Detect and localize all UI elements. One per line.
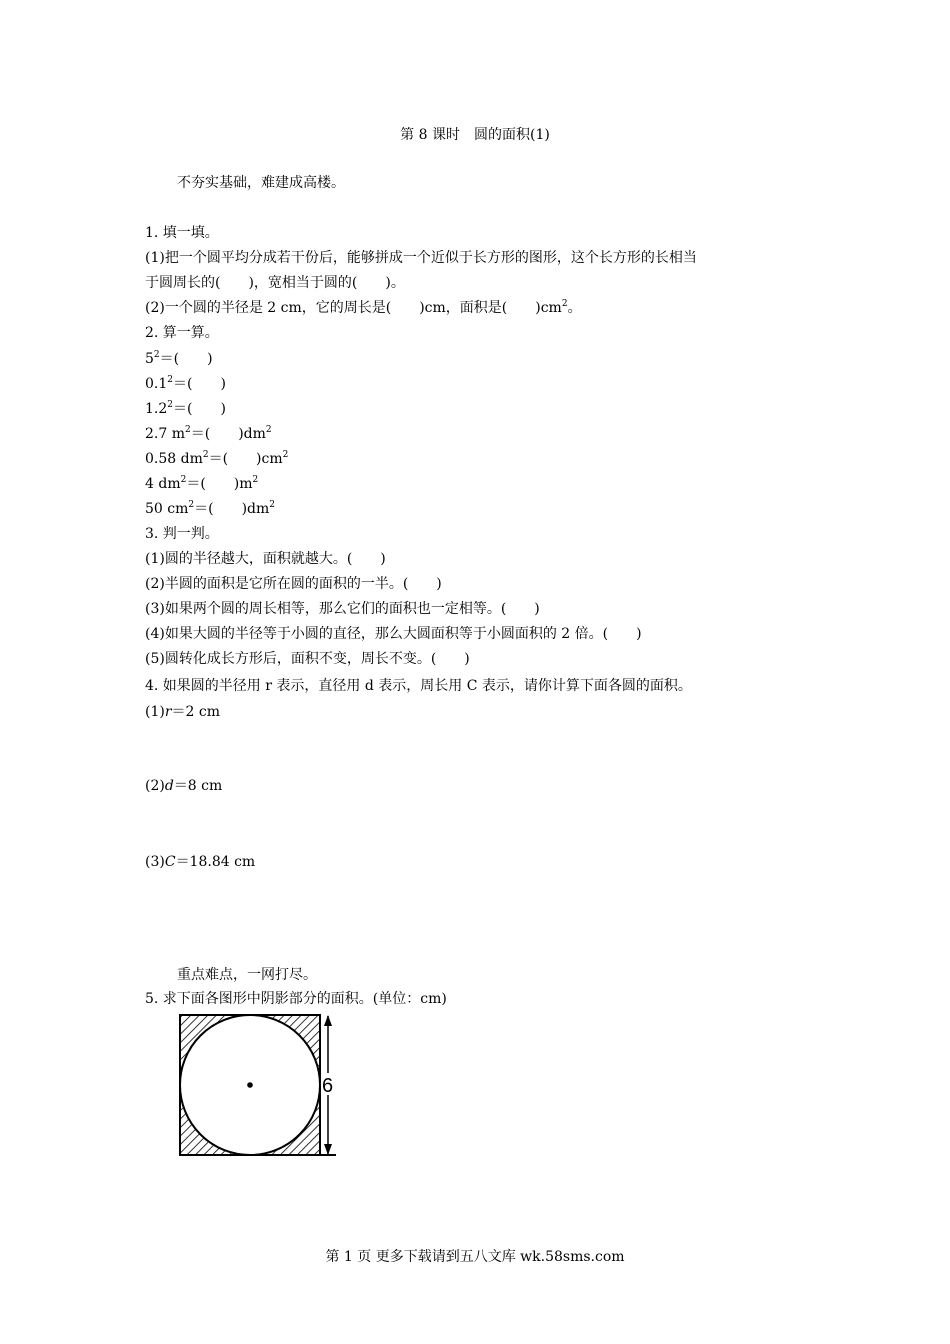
q3-item: (4)如果大圆的半径等于小圆的直径，那么大圆面积等于小圆面积的 2 倍。( ) — [145, 626, 642, 642]
q2-item: 2.7 $m^2=$( )$dm^2$ — [145, 425, 272, 442]
q2-item: 50 $cm^2=$( )$dm^2$ — [145, 500, 276, 517]
shaded-square-figure — [170, 1010, 350, 1164]
motto-basics: 不夯实基础，难建成高楼。 — [177, 175, 345, 191]
dimension-arrow-bottom — [324, 1144, 332, 1155]
q2-heading: 2. 算一算。 — [145, 325, 219, 341]
q3-item: (1)圆的半径越大，面积就越大。( ) — [145, 551, 386, 567]
q4-item: (1)r＝2 cm — [145, 704, 221, 720]
circle-center-dot — [247, 1082, 253, 1088]
lesson-title: 第 8 课时 圆的面积(1) — [400, 127, 550, 143]
q2-item: 0.58 $dm^2=$( )$cm^2$ — [145, 450, 289, 467]
dimension-label: 6 — [322, 1075, 334, 1097]
q3-item: (3)如果两个圆的周长相等，那么它们的面积也一定相等。( ) — [145, 601, 540, 617]
q4-item: (3)C＝18.84 cm — [145, 854, 256, 870]
q2-item: $0.1^2=$( ) — [145, 375, 226, 392]
dimension-arrow-top — [324, 1015, 332, 1026]
q2-item: 4 $dm^2=$( )$m^2$ — [145, 475, 259, 492]
q4-item: (2)d＝8 cm — [145, 778, 223, 794]
q4-heading: 4. 如果圆的半径用 r 表示，直径用 d 表示，周长用 C 表示，请你计算下面各圆的面积。 — [145, 678, 692, 694]
q1-part1-line1: (1)把一个圆平均分成若干份后，能够拼成一个近似于长方形的图形，这个长方形的长相当 — [145, 250, 697, 266]
page-footer: 第 1 页 更多下载请到五八文库 wk.58sms.com — [325, 1249, 625, 1265]
q2-item: $1.2^2=$( ) — [145, 400, 226, 417]
motto-key-points: 重点难点，一网打尽。 — [177, 967, 317, 983]
q3-item: (2)半圆的面积是它所在圆的面积的一半。( ) — [145, 576, 442, 592]
q1-heading: 1. 填一填。 — [145, 225, 219, 241]
q3-heading: 3. 判一判。 — [145, 526, 219, 542]
q5-heading: 5. 求下面各图形中阴影部分的面积。(单位：cm) — [145, 991, 447, 1007]
q1-part1-line2: 于圆周长的( )，宽相当于圆的( )。 — [145, 275, 405, 291]
q2-item: $5^2=$( ) — [145, 350, 213, 367]
q1-part2: (2)一个圆的半径是 2 cm，它的周长是( )cm，面积是( )$cm^2$。 — [145, 299, 582, 316]
q3-item: (5)圆转化成长方形后，面积不变，周长不变。( ) — [145, 651, 470, 667]
